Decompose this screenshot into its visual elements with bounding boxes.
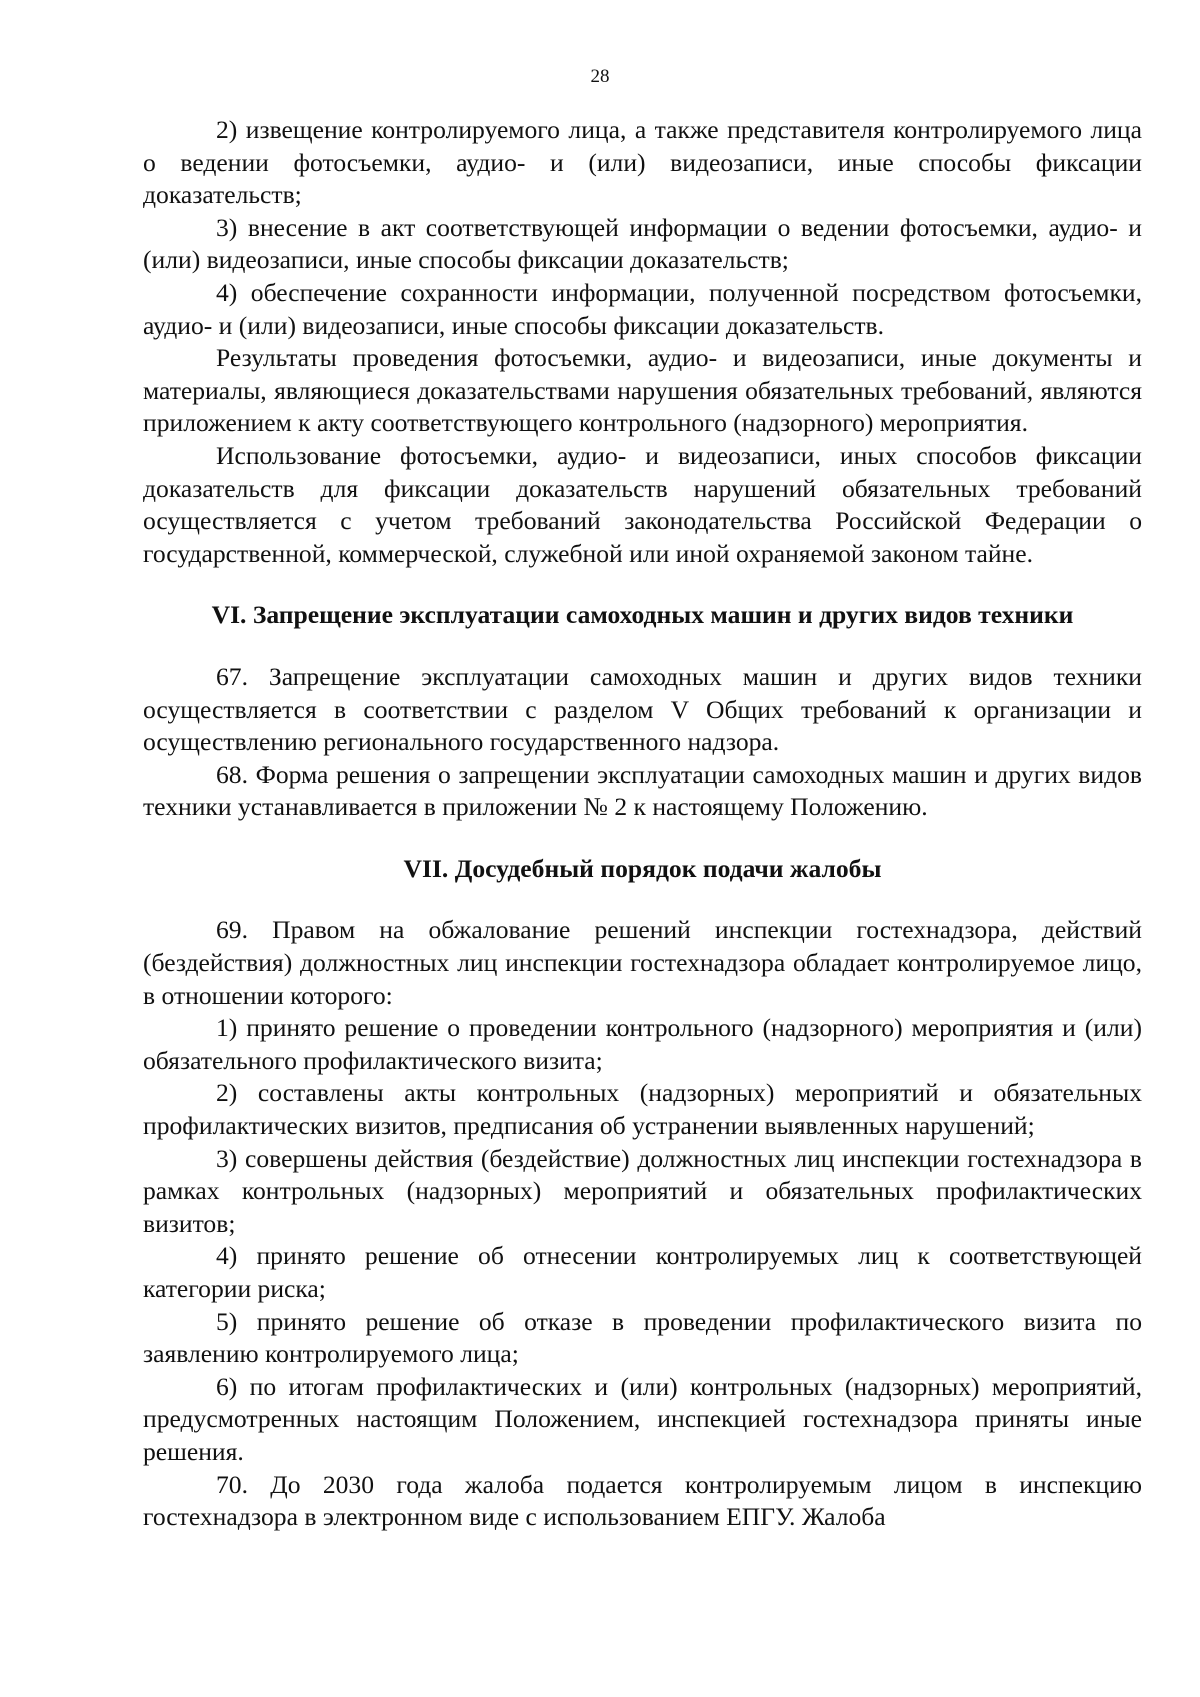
- paragraph-item-3: 3) внесение в акт соответствующей информации о ведении фотосъемки, аудио- и (или) видеозаписи, иные способы фиксации доказательств;: [143, 212, 1142, 275]
- paragraph-item-4: 4) обеспечение сохранности информации, полученной посредством фотосъемки, аудио- и (или) видеозаписи, иные способы фиксации доказательств.: [143, 277, 1142, 340]
- paragraph-69-item-1: 1) принято решение о проведении контрольного (надзорного) мероприятия и (или) обязательного профилактического визита;: [143, 1013, 1142, 1075]
- paragraph-69-item-4: 4) принято решение об отнесении контролируемых лиц к соответствующей категории риска;: [143, 1241, 1142, 1303]
- paragraph-67: 67. Запрещение эксплуатации самоходных машин и других видов техники осуществляется в соответствии с разделом V Общих требований к организации и осуществлению регионального государственного надзора.: [143, 661, 1142, 757]
- paragraph-68: 68. Форма решения о запрещении эксплуатации самоходных машин и других видов техники устанавливается в приложении № 2 к настоящему Положению.: [143, 759, 1142, 822]
- paragraph-usage: Использование фотосъемки, аудио- и видеозаписи, иных способов фиксации доказательств для фиксации доказательств нарушений обязательных требований осуществляется с учетом требований законодательства Российской Федерации о государственной, коммерческой, служебной или иной охраняемой законом тайне.: [143, 440, 1142, 568]
- paragraph-69-item-3: 3) совершены действия (бездействие) должностных лиц инспекции гостехнадзора в рамках контрольных (надзорных) мероприятий и обязательных профилактических визитов;: [143, 1143, 1142, 1238]
- section-6-title: VI. Запрещение эксплуатации самоходных машин и других видов техники: [211, 600, 1074, 630]
- page-number: 28: [590, 66, 610, 87]
- paragraph-70: 70. До 2030 года жалоба подается контролируемым лицом в инспекцию гостехнадзора в электронном виде с использованием ЕПГУ. Жалоба: [143, 1469, 1142, 1532]
- document-body: [143, 114, 1142, 1534]
- paragraph-item-2: 2) извещение контролируемого лица, а также представителя контролируемого лица о ведении фотосъемки, аудио- и (или) видеозаписи, иные способы фиксации доказательств;: [143, 115, 1142, 210]
- paragraph-69-item-2: 2) составлены акты контрольных (надзорных) мероприятий и обязательных профилактических визитов, предписания об устранении выявленных нарушений;: [143, 1078, 1142, 1141]
- section-7-title: VII. Досудебный порядок подачи жалобы: [403, 853, 882, 883]
- paragraph-69-item-6: 6) по итогам профилактических и (или) контрольных (надзорных) мероприятий, предусмотренных настоящим Положением, инспекцией гостехнадзора приняты иные решения.: [143, 1371, 1142, 1466]
- paragraph-69-item-5: 5) принято решение об отказе в проведении профилактического визита по заявлению контролируемого лица;: [143, 1306, 1142, 1369]
- paragraph-results: Результаты проведения фотосъемки, аудио- и видеозаписи, иные документы и материалы, являющиеся доказательствами нарушения обязательных требований, являются приложением к акту соответствующего контрольного (надзорного) мероприятия.: [143, 343, 1142, 438]
- paragraph-69: 69. Правом на обжалование решений инспекции гостехнадзора, действий (бездействия) должностных лиц инспекции гостехнадзора обладает контролируемое лицо, в отношении которого:: [143, 915, 1142, 1010]
